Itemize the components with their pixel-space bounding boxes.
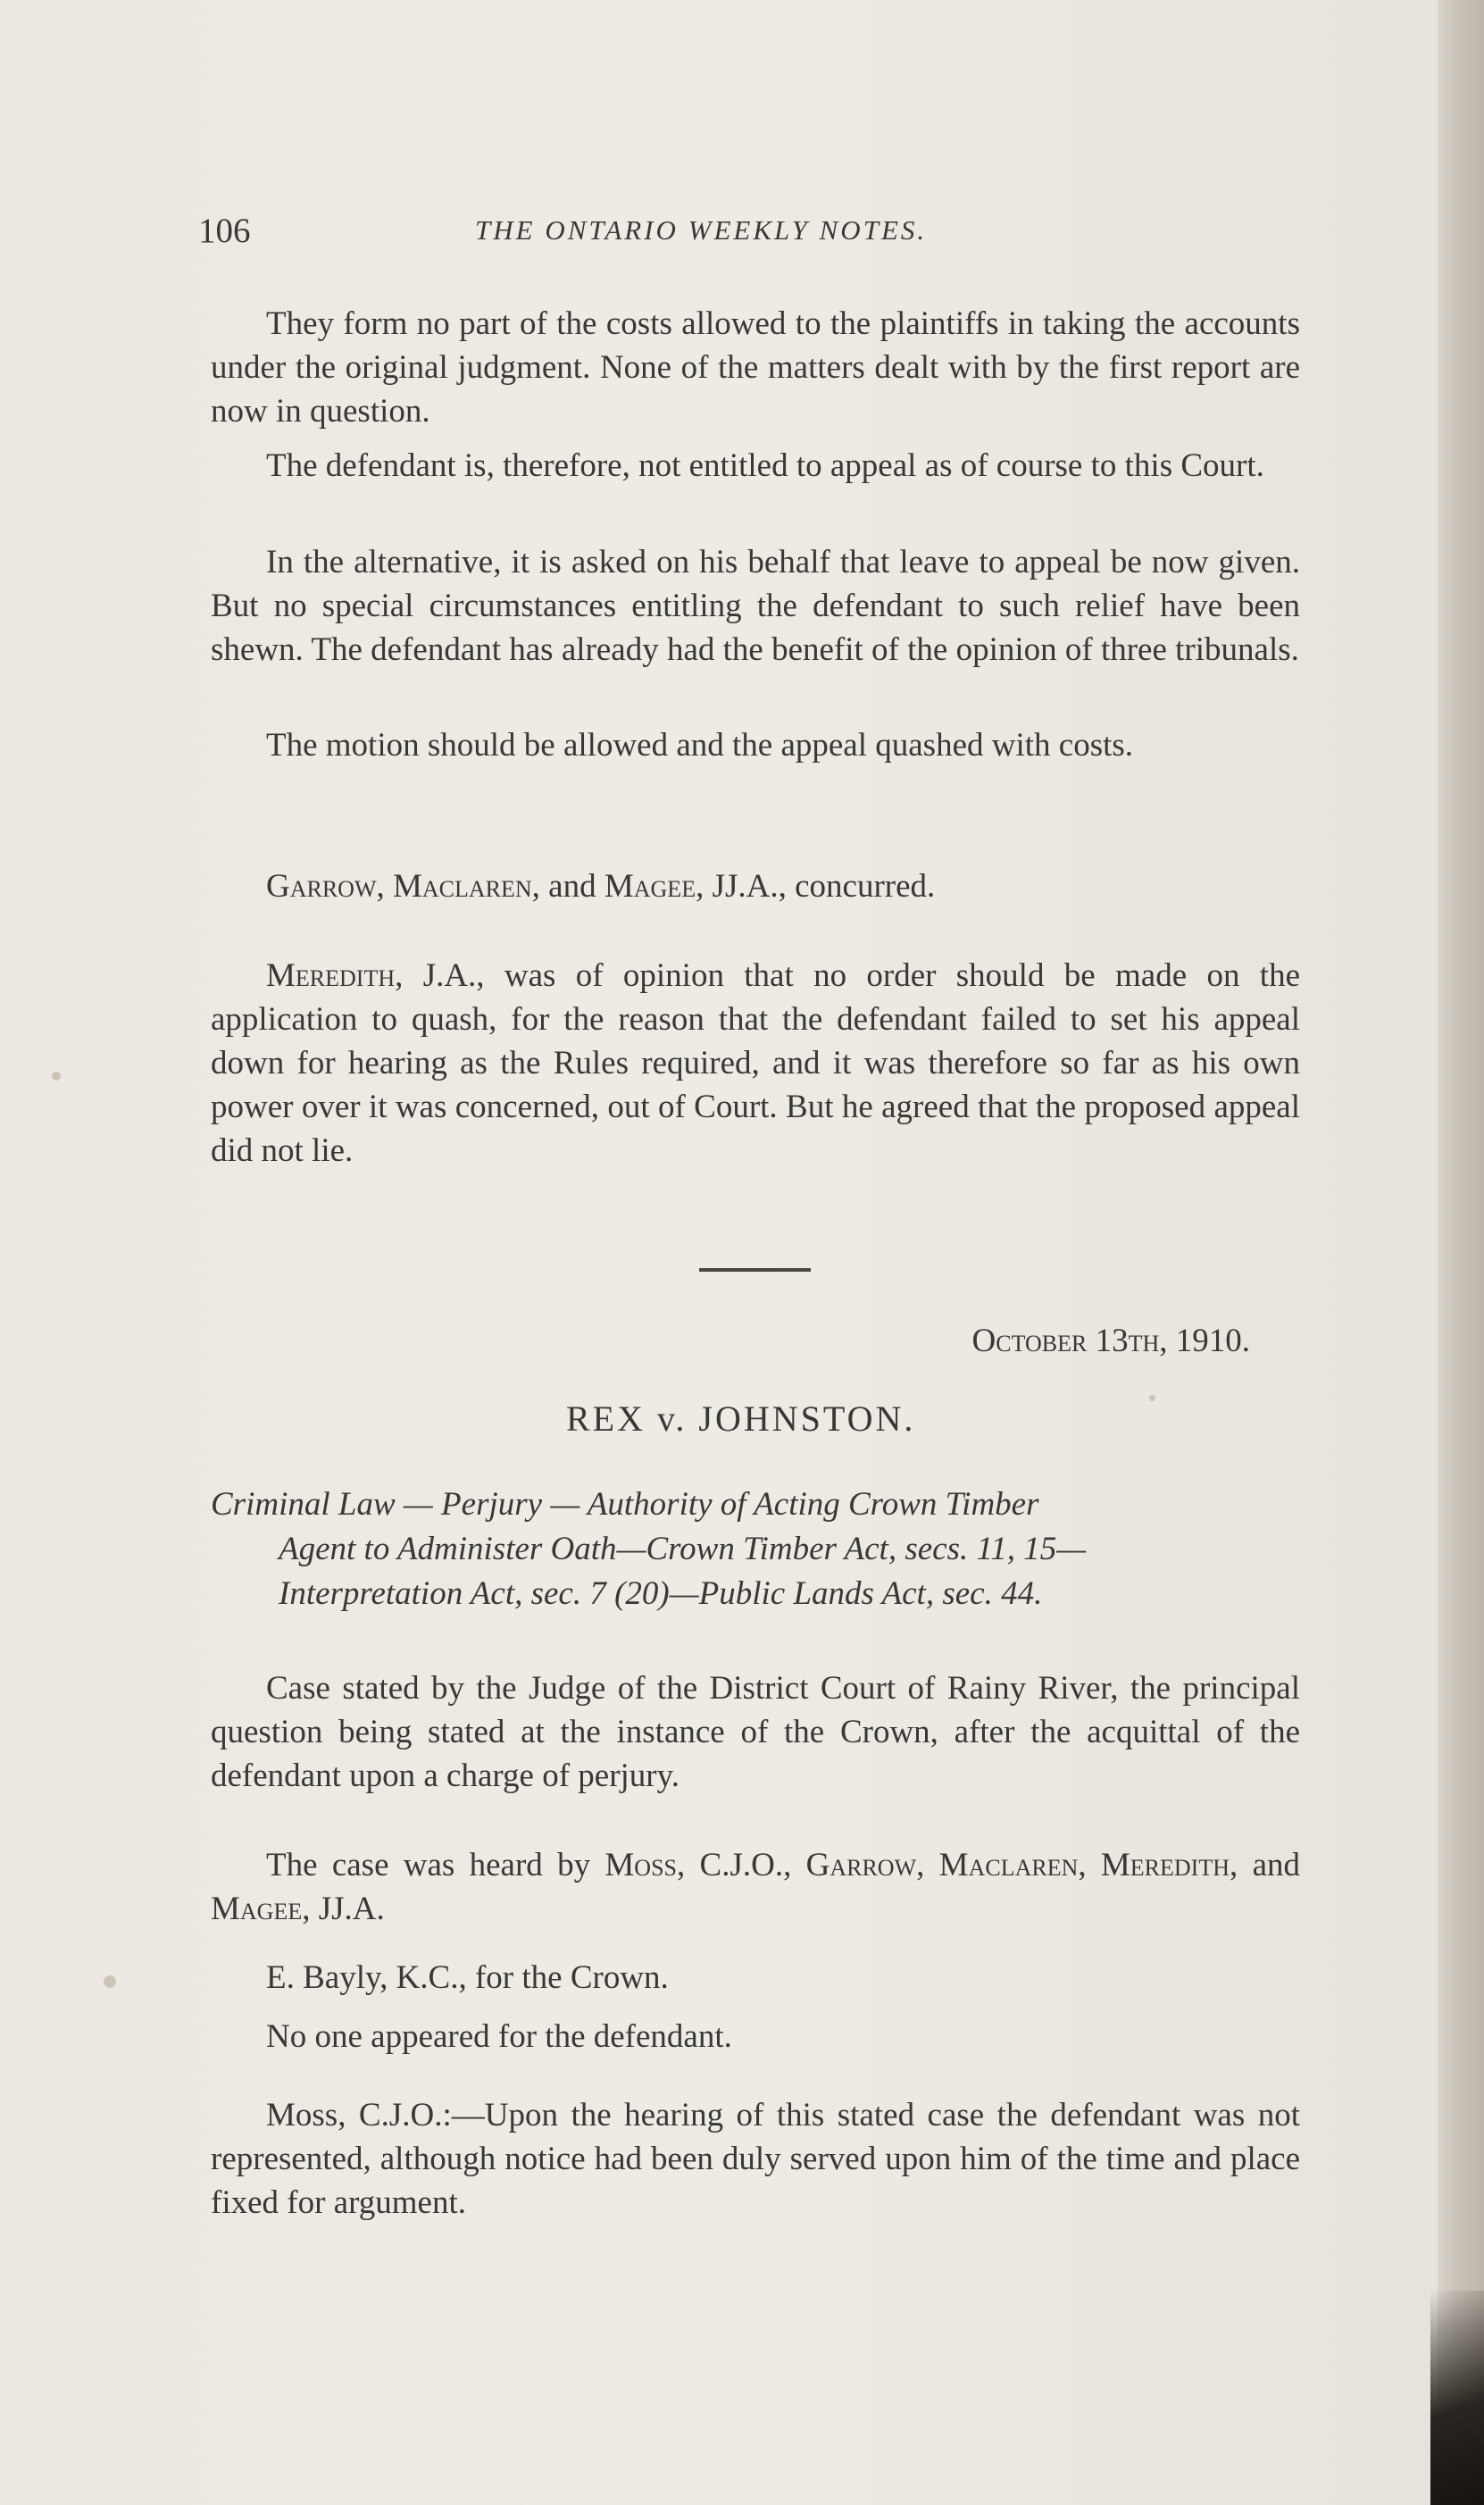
- section-divider: [699, 1268, 811, 1272]
- paper-blemish: [104, 1975, 116, 1988]
- paper-blemish: [1149, 1395, 1155, 1401]
- page-edge: [1438, 0, 1484, 2505]
- page-number: 106: [198, 212, 251, 250]
- judgment-judge: Moss, C.J.O.:: [266, 2097, 452, 2133]
- counsel-crown: [211, 1956, 1300, 2000]
- case-title: REX v. JOHNSTON.: [566, 1399, 916, 1439]
- paragraph-4: [211, 723, 1300, 767]
- headnote: [211, 1482, 1304, 1616]
- heard-by: [211, 1843, 1300, 1931]
- counsel-defendant: [211, 2015, 1300, 2058]
- dissent-text: J.A., was of opinion that no order should be made on the application to quash, for the reason that the defendant failed to set his appeal down for hearing as the Rules required, and it was therefore so far as his own power over it was concerned, out of Court. But he agreed that the proposed appeal did not lie.: [211, 957, 1300, 1169]
- judgment: [211, 2093, 1300, 2225]
- concurring-judges: Garrow, Maclaren,: [266, 868, 540, 905]
- page-corner-shadow: [1430, 2291, 1484, 2505]
- heard-by-judges-c: Magee, JJ.A.: [211, 1891, 385, 1927]
- heard-by-judges-a: Moss, C.J.O., Garrow, Maclaren,: [604, 1847, 1087, 1883]
- paragraph-text: The defendant is, therefore, not entitled to appeal as of course to this Court.: [266, 447, 1264, 484]
- paragraph-1: [211, 302, 1300, 433]
- concurrence-text: concurred.: [795, 868, 936, 905]
- paragraph-text: The motion should be allowed and the appeal quashed with costs.: [266, 727, 1134, 764]
- case-stated-text: Case stated by the Judge of the District Court of Rainy River, the principal question being stated at the instance of the Crown, after the acquittal of the defendant upon a charge of perjury.: [211, 1670, 1300, 1794]
- heard-by-and: and: [1252, 1847, 1300, 1883]
- concurrence: [211, 864, 1300, 908]
- judgment-text: —Upon the hearing of this stated case the defendant was not represented, although notice had been duly served upon him of the time and place fixed for argument.: [211, 2097, 1300, 2221]
- dissent-judge: Meredith,: [266, 957, 404, 994]
- headnote-line-2: Agent to Administer Oath—Crown Timber Act, secs. 11, 15—: [279, 1531, 1087, 1567]
- dissent: [211, 954, 1300, 1173]
- case-stated: [211, 1666, 1300, 1798]
- headnote-line-3: Interpretation Act, sec. 7 (20)—Public Lands Act, sec. 44.: [279, 1575, 1043, 1612]
- running-title: THE ONTARIO WEEKLY NOTES.: [475, 214, 928, 246]
- headnote-line-1: Criminal Law — Perjury — Authority of Acting Crown Timber: [211, 1486, 1039, 1523]
- paragraph-3: [211, 540, 1300, 672]
- page-header: [198, 211, 1295, 255]
- paragraph-text: In the alternative, it is asked on his behalf that leave to appeal be now given. But no special circumstances entitling the defendant to such relief have been shewn. The defendant has already had the benefit of the opinion of three tribunals.: [211, 544, 1300, 668]
- heard-by-prefix: The case was heard by: [266, 1847, 591, 1883]
- decision-date: October 13th, 1910.: [971, 1323, 1250, 1359]
- paragraph-text: They form no part of the costs allowed to the plaintiffs in taking the accounts under the original judgment. None of the matters dealt with by the first report are now in question.: [211, 305, 1300, 430]
- paper-blemish: [52, 1072, 61, 1081]
- counsel-defendant-text: No one appeared for the defendant.: [266, 2018, 732, 2055]
- conjunction: and: [548, 868, 596, 905]
- counsel-crown-text: E. Bayly, K.C., for the Crown.: [266, 1959, 669, 1996]
- heard-by-judges-b: Meredith,: [1100, 1847, 1238, 1883]
- paragraph-2: [211, 444, 1300, 488]
- concurring-judge-last: Magee, JJ.A.,: [604, 868, 787, 905]
